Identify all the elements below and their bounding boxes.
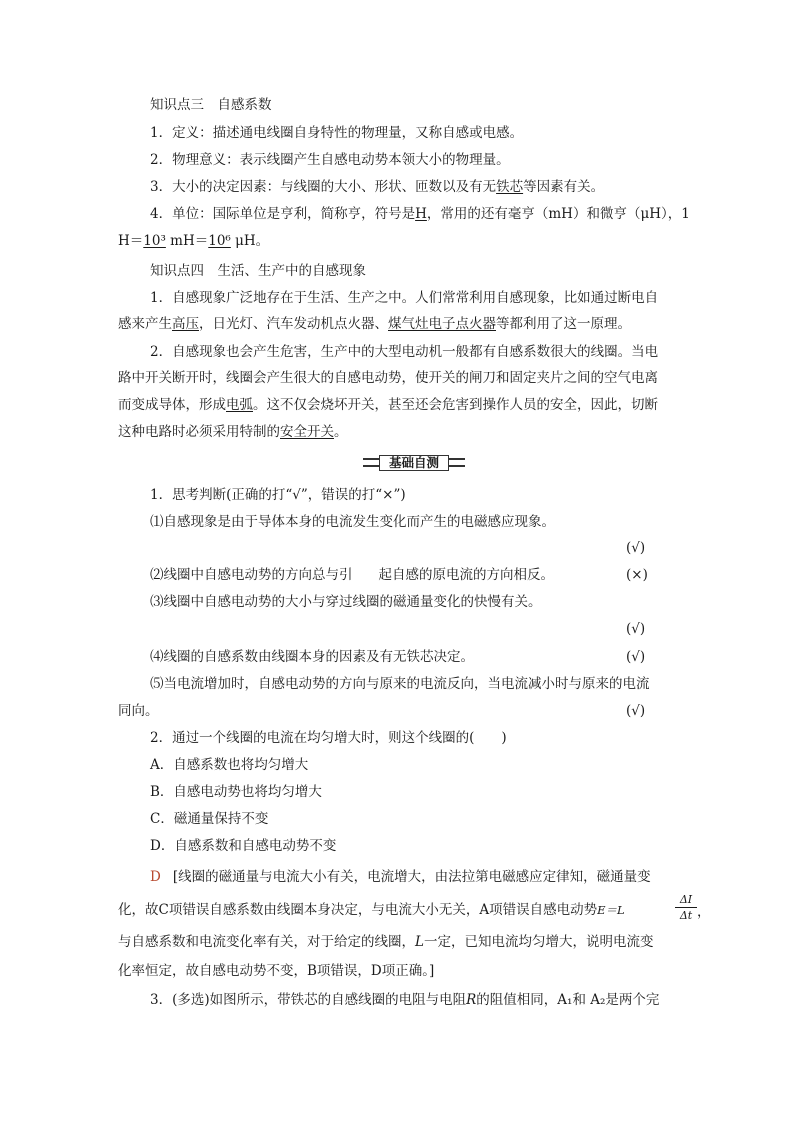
formula-lead: E＝L [597, 903, 625, 917]
blank-answer: 铁芯 [496, 179, 524, 195]
q1-item-2: ⑵线圈中自感电动势的方向总与引 起自感的原电流的方向相反。 [150, 567, 554, 583]
blank-answer: 高压 [172, 316, 199, 332]
q3-stem: 3．(多选)如图所示，带铁芯的自感线圈的电阻与电阻R的阻值相同，A₁和 A₂是两个完 [150, 992, 660, 1008]
section-banner [363, 455, 465, 471]
formula-numerator: ΔI [679, 893, 693, 906]
kp4-para2-line3: 而变成导体，形成电弧。这不仅会烧坏开关，甚至还会危害到操作人员的安全，因此，切断 [118, 397, 658, 413]
blank-answer: 10⁶ [208, 233, 231, 249]
q2-answer-letter: D [150, 869, 161, 885]
q1-answer-1: (√) [626, 540, 646, 556]
blank-answer: 安全开关 [280, 424, 334, 440]
q2-option-a: A．自感系数也将均匀增大 [150, 757, 309, 773]
q2-explanation-line1: D [线圈的磁通量与电流大小有关，电流增大，由法拉第电磁感应定律知，磁通量变 [150, 869, 651, 885]
q1-item-5-line2: 同向。 [118, 703, 159, 719]
q1-item-4: ⑷线圈的自感系数由线圈本身的因素及有无铁芯决定。 [150, 649, 474, 665]
kp3-definition: 1．定义：描述通电线圈自身特性的物理量，又称自感或电感。 [150, 125, 524, 141]
formula-tail: ， [697, 904, 711, 920]
q2-stem: 2．通过一个线圈的电流在均匀增大时，则这个线圈的( ) [150, 730, 507, 746]
q2-option-d: D．自感系数和自感电动势不变 [150, 838, 337, 854]
q1-stem: 1．思考判断(正确的打“√”，错误的打“×”) [150, 487, 406, 503]
blank-answer: 电弧 [226, 397, 253, 413]
q2-option-c: C．磁通量保持不变 [150, 811, 269, 827]
section-title-kp3: 知识点三 自感系数 [150, 97, 272, 113]
kp4-para2-line1: 2．自感现象也会产生危害，生产中的大型电动机一般都有自感系数很大的线圈。当电 [150, 344, 659, 360]
q1-answer-2: (×) [626, 567, 648, 583]
kp3-unit-conversion: H＝10³ mH＝10⁶ μH。 [118, 233, 270, 249]
q1-answer-4: (√) [626, 649, 646, 665]
q1-item-5-line1: ⑸当电流增加时，自感电动势的方向与原来的电流反向，当电流减小时与原来的电流 [150, 676, 650, 692]
kp3-unit: 4．单位：国际单位是亨利，简称亨，符号是H，常用的还有毫亨（mH）和微亨（μH），1 [150, 206, 690, 222]
kp4-para2-line4: 这种电路时必须采用特制的安全开关。 [118, 424, 348, 440]
blank-answer: H [415, 206, 427, 222]
q2-option-b: B．自感电动势也将均匀增大 [150, 784, 322, 800]
kp3-factors: 3．大小的决定因素：与线圈的大小、形状、匝数以及有无铁芯等因素有关。 [150, 179, 605, 195]
q2-explanation-line4: 化率恒定，故自感电动势不变，B项错误，D项正确。] [118, 963, 435, 979]
q2-explanation-line2: 化，故C项错误自感系数由线圈本身决定，与电流大小无关，A项错误自感电动势E＝L [118, 902, 625, 918]
section-title-kp4: 知识点四 生活、生产中的自感现象 [150, 263, 366, 279]
q2-explanation-line3: 与自感系数和电流变化率有关，对于给定的线圈，L一定，已知电流均匀增大，说明电流变 [118, 934, 654, 950]
formula-denominator: Δt [679, 909, 693, 922]
q1-answer-5: (√) [626, 703, 646, 719]
kp4-para2-line2: 路中开关断开时，线圈会产生很大的自感电动势，使开关的闸刀和固定夹片之间的空气电离 [118, 370, 658, 386]
q1-item-1: ⑴自感现象是由于导体本身的电流发生变化而产生的电磁感应现象。 [150, 514, 555, 530]
formula-fraction-bar [675, 907, 697, 908]
blank-answer: 10³ [143, 233, 166, 249]
banner-label: 基础自测 [379, 455, 449, 471]
kp3-physical-meaning: 2．物理意义：表示线圈产生自感电动势本领大小的物理量。 [150, 152, 510, 168]
q1-answer-3: (√) [626, 621, 646, 637]
kp4-para1-line1: 1．自感现象广泛地存在于生活、生产之中。人们常常利用自感现象，比如通过断电自 [150, 290, 659, 306]
blank-answer: 煤气灶电子点火器 [388, 316, 496, 332]
q1-item-3: ⑶线圈中自感电动势的大小与穿过线圈的磁通量变化的快慢有关。 [150, 594, 542, 610]
kp4-para1-line2: 感来产生高压，日光灯、汽车发动机点火器、煤气灶电子点火器等都利用了这一原理。 [118, 316, 631, 332]
